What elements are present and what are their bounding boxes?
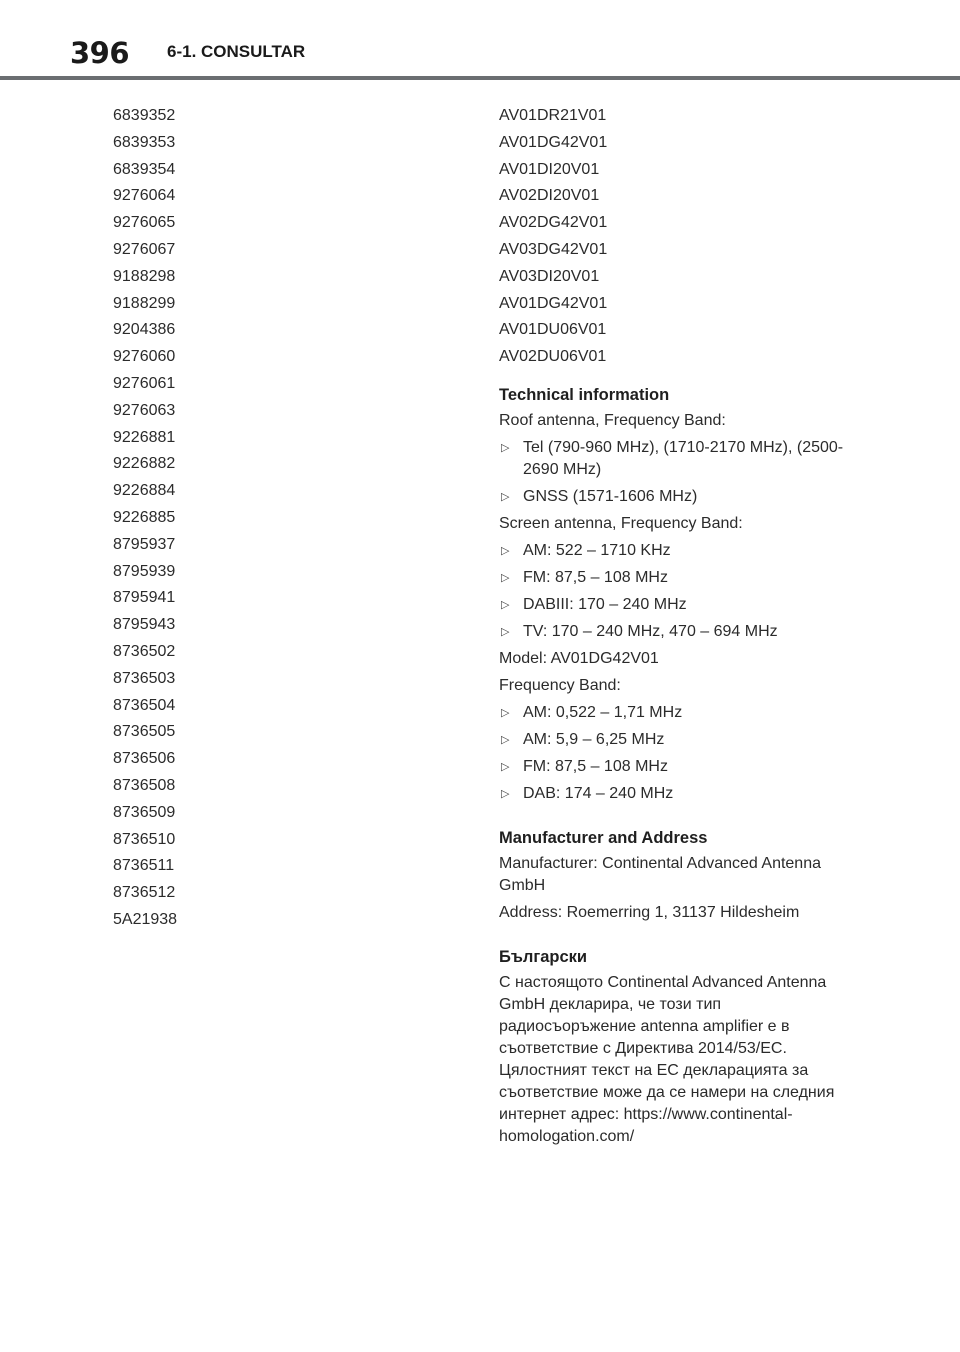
bullet-item bbox=[499, 621, 844, 643]
part-number: 9276060 bbox=[113, 348, 176, 366]
bullet-item bbox=[499, 486, 844, 508]
part-number: 9276063 bbox=[113, 401, 176, 419]
model-code: AV03DG42V01 bbox=[499, 240, 608, 258]
part-number: 8795939 bbox=[113, 562, 176, 580]
bullet-item bbox=[499, 702, 844, 724]
triangle-bullet-icon: ▷ bbox=[501, 544, 510, 557]
triangle-bullet-icon: ▷ bbox=[501, 598, 510, 611]
bullet-text: Tel (790-960 MHz), (1710-2170 MHz), (2500-2690 MHz) bbox=[523, 438, 844, 478]
triangle-bullet-icon: ▷ bbox=[501, 706, 510, 719]
part-number: 8795941 bbox=[113, 589, 176, 607]
model-code: AV02DG42V01 bbox=[499, 214, 608, 232]
model-code: AV01DU06V01 bbox=[499, 321, 607, 339]
part-number: 9204386 bbox=[113, 321, 176, 339]
model-code: AV01DG42V01 bbox=[499, 133, 608, 151]
bullet-item bbox=[499, 540, 844, 562]
triangle-bullet-icon: ▷ bbox=[501, 787, 510, 800]
manufacturer-address: Address: Roemerring 1, 31137 Hildesheim bbox=[499, 903, 800, 921]
bullet-item bbox=[499, 594, 844, 616]
model-code: AV01DR21V01 bbox=[499, 107, 607, 124]
screen-antenna-intro: Screen antenna, Frequency Band: bbox=[499, 514, 743, 532]
right-column bbox=[499, 103, 844, 1153]
header-divider bbox=[0, 76, 960, 80]
part-number: 9226881 bbox=[113, 428, 176, 446]
model-code: AV02DU06V01 bbox=[499, 348, 607, 366]
section-title: 6-1. CONSULTAR bbox=[167, 42, 306, 61]
part-number: 9226884 bbox=[113, 482, 176, 500]
model-code: AV03DI20V01 bbox=[499, 267, 600, 285]
part-number: 9188298 bbox=[113, 267, 176, 285]
part-number: 6839354 bbox=[113, 160, 176, 178]
bullet-text: DABIII: 170 – 240 MHz bbox=[523, 595, 687, 613]
triangle-bullet-icon: ▷ bbox=[501, 571, 510, 584]
triangle-bullet-icon: ▷ bbox=[501, 441, 510, 454]
triangle-bullet-icon: ▷ bbox=[501, 733, 510, 746]
roof-antenna-bullets bbox=[499, 437, 844, 508]
bullet-text: AM: 0,522 – 1,71 MHz bbox=[523, 703, 683, 721]
part-number: 5A21938 bbox=[113, 910, 178, 928]
part-number: 8736504 bbox=[113, 696, 176, 714]
bullet-item bbox=[499, 729, 844, 751]
model-code: AV01DG42V01 bbox=[499, 294, 608, 312]
model-line: Model: AV01DG42V01 bbox=[499, 649, 659, 667]
part-number: 8736510 bbox=[113, 830, 176, 848]
bullet-item bbox=[499, 437, 844, 481]
bullet-item bbox=[499, 783, 844, 805]
part-number: 8795937 bbox=[113, 535, 176, 553]
part-number-list bbox=[113, 103, 233, 934]
frequency-band-bullets bbox=[499, 702, 844, 805]
bullet-text: FM: 87,5 – 108 MHz bbox=[523, 757, 668, 775]
part-number: 8736506 bbox=[113, 750, 176, 768]
part-number: 8795943 bbox=[113, 616, 176, 634]
bullet-text: GNSS (1571-1606 MHz) bbox=[523, 487, 698, 505]
technical-information-heading: Technical information bbox=[499, 385, 670, 404]
part-number: 9226882 bbox=[113, 455, 176, 473]
triangle-bullet-icon: ▷ bbox=[501, 760, 510, 773]
screen-antenna-bullets bbox=[499, 540, 844, 643]
bullet-text: FM: 87,5 – 108 MHz bbox=[523, 568, 668, 586]
part-number: 8736503 bbox=[113, 669, 176, 687]
part-number: 9276067 bbox=[113, 240, 176, 258]
bullet-item bbox=[499, 567, 844, 589]
bullet-item bbox=[499, 756, 844, 778]
bullet-text: DAB: 174 – 240 MHz bbox=[523, 784, 674, 802]
model-list bbox=[499, 103, 844, 371]
page-header bbox=[0, 0, 960, 80]
triangle-bullet-icon: ▷ bbox=[501, 625, 510, 638]
bulgarian-heading: Български bbox=[499, 947, 588, 966]
triangle-bullet-icon: ▷ bbox=[501, 490, 510, 503]
frequency-band-intro: Frequency Band: bbox=[499, 676, 621, 694]
part-number: 9188299 bbox=[113, 294, 176, 312]
bulgarian-declaration: С настоящото Continental Advanced Antenna GmbH декларира, че този тип радиосъоръжение antenna amplifier е в съответствие с Директива 2014/53/ЕС. Цялостният текст на ЕС декларацията за съответствие може да се намери на следния интернет адрес: https://www.continental-homologation.com/ bbox=[499, 973, 835, 1145]
manufacturer-heading: Manufacturer and Address bbox=[499, 828, 708, 847]
page-number: 396 bbox=[70, 36, 130, 70]
part-number: 8736511 bbox=[113, 857, 175, 875]
part-number: 9276061 bbox=[113, 374, 176, 392]
part-number: 8736512 bbox=[113, 884, 176, 902]
part-number: 8736508 bbox=[113, 776, 176, 794]
part-number: 9226885 bbox=[113, 508, 176, 526]
roof-antenna-intro: Roof antenna, Frequency Band: bbox=[499, 411, 726, 429]
manufacturer-name: Manufacturer: Continental Advanced Antenna GmbH bbox=[499, 854, 821, 894]
bullet-text: AM: 522 – 1710 KHz bbox=[523, 541, 671, 559]
part-number: 9276064 bbox=[113, 187, 176, 205]
part-number: 8736505 bbox=[113, 723, 176, 741]
part-number: 6839353 bbox=[113, 133, 176, 151]
model-code: AV02DI20V01 bbox=[499, 187, 600, 205]
part-number: 8736502 bbox=[113, 642, 176, 660]
part-number: 9276065 bbox=[113, 214, 176, 232]
model-code: AV01DI20V01 bbox=[499, 160, 600, 178]
part-number: 6839352 bbox=[113, 107, 176, 124]
bullet-text: AM: 5,9 – 6,25 MHz bbox=[523, 730, 665, 748]
part-number: 8736509 bbox=[113, 803, 176, 821]
bullet-text: TV: 170 – 240 MHz, 470 – 694 MHz bbox=[523, 622, 778, 640]
